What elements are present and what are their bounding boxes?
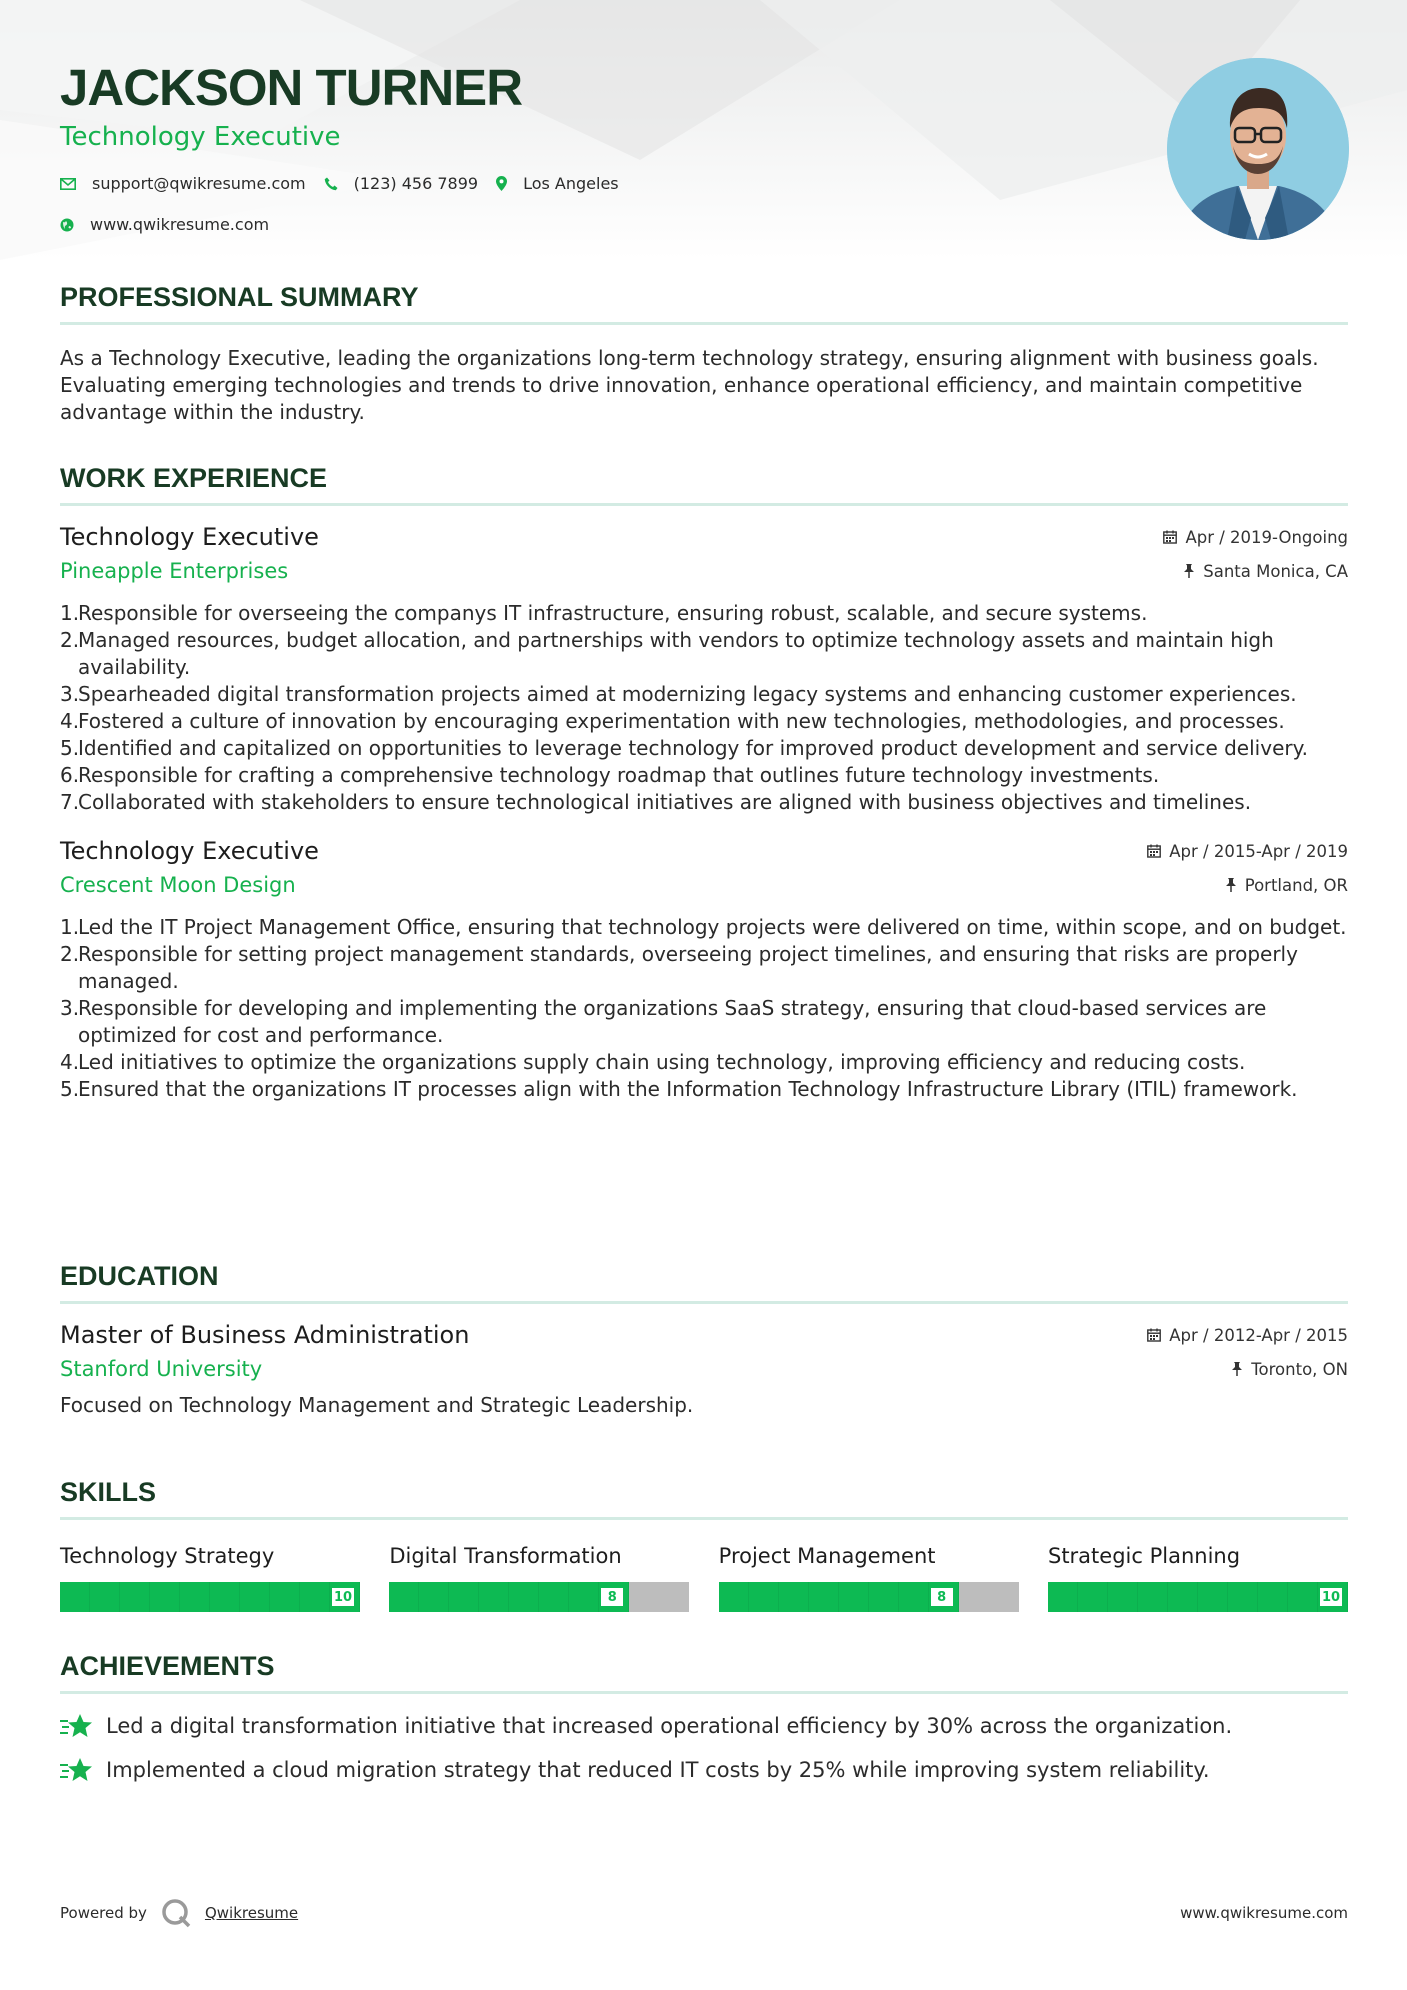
education-section <box>60 1259 1348 1419</box>
skill-bar-fill <box>389 1582 629 1612</box>
skill-bar-segment <box>479 1582 509 1612</box>
skill-bar-segment <box>899 1582 929 1612</box>
contact-phone[interactable] <box>324 174 478 193</box>
skill-bar-segment <box>389 1582 419 1612</box>
skill-bar-segment <box>180 1582 210 1612</box>
section-divider <box>60 1517 1348 1520</box>
pin-icon <box>1231 1362 1243 1376</box>
job-title: Technology Executive <box>60 523 319 551</box>
education-heading: EDUCATION <box>60 1261 219 1291</box>
list-item: 7. Collaborated with stakeholders to ensure technological initiatives are aligned with business objectives and timelines. <box>60 790 1252 814</box>
skill-level-badge: 10 <box>1318 1586 1344 1608</box>
achievements-heading: ACHIEVEMENTS <box>60 1651 275 1681</box>
brand-link[interactable]: Qwikresume <box>204 1904 299 1922</box>
skill-bar-segment <box>150 1582 180 1612</box>
summary-section <box>60 280 1348 426</box>
skill-item <box>60 1542 360 1612</box>
skill-bar <box>60 1582 360 1612</box>
summary-heading: PROFESSIONAL SUMMARY <box>60 282 419 312</box>
contact-location <box>496 174 619 193</box>
star-icon <box>60 1713 92 1739</box>
phone-text: (123) 456 7899 <box>353 174 479 193</box>
contact-row <box>60 174 1160 193</box>
mail-icon <box>60 178 76 190</box>
achievements-section <box>60 1649 1348 1784</box>
achievement-text: Implemented a cloud migration strategy that reduced IT costs by 25% while improving system reliability. <box>106 1758 1210 1782</box>
skill-bar-segment <box>1258 1582 1288 1612</box>
skill-bar-segment <box>1138 1582 1168 1612</box>
skill-level-badge: 8 <box>599 1586 625 1608</box>
skill-bar <box>389 1582 689 1612</box>
skill-bar-segment <box>1288 1582 1318 1612</box>
skill-bar-segment <box>419 1582 449 1612</box>
candidate-name: JACKSON TURNER <box>60 59 523 116</box>
candidate-title: Technology Executive <box>60 122 341 152</box>
website-text: www.qwikresume.com <box>90 215 270 234</box>
skill-bar-segment <box>809 1582 839 1612</box>
summary-text: As a Technology Executive, leading the organizations long-term technology strategy, ensuring alignment with business goals. Evaluating emerging technologies and trends to drive innovation, enhance operational efficiency, and maintain competitive advantage within the industry. <box>60 346 1319 424</box>
skill-bar-fill <box>60 1582 360 1612</box>
skill-name: Project Management <box>718 1544 936 1568</box>
skill-item <box>1048 1542 1348 1612</box>
job-location <box>1163 556 1348 586</box>
footer <box>60 1898 1348 1928</box>
powered-by <box>60 1898 298 1928</box>
job-bullets <box>60 600 1348 816</box>
list-item: 6. Responsible for crafting a comprehensive technology roadmap that outlines future technology investments. <box>60 763 1160 787</box>
experience-heading: WORK EXPERIENCE <box>60 463 328 493</box>
skill-bar-segment <box>569 1582 599 1612</box>
contact-website[interactable] <box>60 215 269 234</box>
section-divider <box>60 1301 1348 1304</box>
education-dates-text: Apr / 2012-Apr / 2015 <box>1169 1325 1348 1345</box>
list-item: 2. Responsible for setting project management standards, overseeing project timelines, and ensuring that risks are properly managed. <box>60 942 1298 993</box>
job-meta <box>1163 522 1348 586</box>
skill-bar-segment <box>1228 1582 1258 1612</box>
star-icon <box>60 1757 92 1783</box>
job-entry <box>60 836 1348 1103</box>
job-dates-text: Apr / 2019-Ongoing <box>1185 527 1348 547</box>
skill-bar <box>719 1582 1019 1612</box>
job-bullets <box>60 914 1348 1103</box>
list-item: 2. Managed resources, budget allocation, and partnerships with vendors to optimize technology assets and maintain high availability. <box>60 628 1274 679</box>
education-entry <box>60 1320 1348 1419</box>
job-meta <box>1147 836 1348 900</box>
skill-bar-segment <box>869 1582 899 1612</box>
skill-bar-segment <box>779 1582 809 1612</box>
map-pin-icon <box>496 176 507 191</box>
skill-bar-segment <box>539 1582 569 1612</box>
profile-photo <box>1167 58 1349 240</box>
job-entry <box>60 522 1348 816</box>
list-item: 3. Spearheaded digital transformation projects aimed at modernizing legacy systems and enhancing customer experiences. <box>60 682 1297 706</box>
job-company: Pineapple Enterprises <box>60 559 289 583</box>
skill-level-badge: 8 <box>929 1586 955 1608</box>
skill-name: Strategic Planning <box>1047 1544 1241 1568</box>
skill-item <box>719 1542 1019 1612</box>
skill-level-badge: 10 <box>330 1586 356 1608</box>
job-location-text: Santa Monica, CA <box>1203 561 1348 581</box>
job-dates-text: Apr / 2015-Apr / 2019 <box>1169 841 1348 861</box>
contact-row-2 <box>60 215 1160 234</box>
phone-icon <box>324 177 338 191</box>
education-location <box>1147 1354 1348 1384</box>
skill-bar-segment <box>839 1582 869 1612</box>
powered-by-label: Powered by <box>60 1904 147 1922</box>
skill-bar-segment <box>1108 1582 1138 1612</box>
degree: Master of Business Administration <box>60 1321 470 1349</box>
job-company: Crescent Moon Design <box>60 873 296 897</box>
skill-bar-segment <box>1048 1582 1078 1612</box>
skills-heading: SKILLS <box>60 1477 157 1507</box>
skill-name: Technology Strategy <box>60 1544 275 1568</box>
skill-name: Digital Transformation <box>389 1544 622 1568</box>
section-divider <box>60 322 1348 325</box>
job-title: Technology Executive <box>60 837 319 865</box>
education-description: Focused on Technology Management and Strategic Leadership. <box>60 1393 694 1417</box>
skill-bar-segment <box>90 1582 120 1612</box>
job-dates <box>1163 522 1348 552</box>
education-dates <box>1147 1320 1348 1350</box>
skill-bar <box>1048 1582 1348 1612</box>
resume-header <box>60 58 1160 234</box>
job-dates <box>1147 836 1348 866</box>
footer-website[interactable]: www.qwikresume.com <box>1180 1904 1348 1922</box>
skill-bar-segment <box>240 1582 270 1612</box>
skill-bar-segment <box>1078 1582 1108 1612</box>
skill-bar-segment <box>1168 1582 1198 1612</box>
section-divider <box>60 503 1348 506</box>
list-item: 5. Ensured that the organizations IT processes align with the Information Technology Infrastructure Library (ITIL) framework. <box>60 1077 1298 1101</box>
skill-bar-segment <box>719 1582 749 1612</box>
pin-icon <box>1225 878 1237 892</box>
skill-bar-segment <box>449 1582 479 1612</box>
skills-section <box>60 1475 1348 1612</box>
skill-bar-segment <box>120 1582 150 1612</box>
achievement-item <box>60 1756 1348 1784</box>
qwikresume-logo-icon <box>161 1898 191 1928</box>
job-location <box>1147 870 1348 900</box>
list-item: 1. Responsible for overseeing the companys IT infrastructure, ensuring robust, scalable, and secure systems. <box>60 601 1148 625</box>
skill-bar-fill <box>719 1582 959 1612</box>
achievement-text: Led a digital transformation initiative that increased operational efficiency by 30% across the organization. <box>106 1714 1233 1738</box>
avatar <box>1167 58 1349 240</box>
email-text: support@qwikresume.com <box>92 174 306 193</box>
skills-list <box>60 1542 1348 1612</box>
education-location-text: Toronto, ON <box>1251 1359 1348 1379</box>
list-item: 4. Led initiatives to optimize the organizations supply chain using technology, improving efficiency and reducing costs. <box>60 1050 1246 1074</box>
location-text: Los Angeles <box>523 174 619 193</box>
skill-bar-segment <box>210 1582 240 1612</box>
experience-section <box>60 461 1348 1103</box>
list-item: 3. Responsible for developing and implementing the organizations SaaS strategy, ensuring that cloud-based services are optimized for cost and performance. <box>60 996 1267 1047</box>
school: Stanford University <box>60 1357 263 1381</box>
calendar-icon <box>1163 530 1177 544</box>
list-item: 4. Fostered a culture of innovation by encouraging experimentation with new technologies, methodologies, and processes. <box>60 709 1285 733</box>
skill-item <box>389 1542 689 1612</box>
contact-email[interactable] <box>60 174 306 193</box>
education-meta <box>1147 1320 1348 1384</box>
section-divider <box>60 1691 1348 1694</box>
achievement-item <box>60 1712 1348 1740</box>
calendar-icon <box>1147 1328 1161 1342</box>
skill-bar-segment <box>60 1582 90 1612</box>
list-item: 5. Identified and capitalized on opportunities to leverage technology for improved product development and service delivery. <box>60 736 1308 760</box>
skill-bar-fill <box>1048 1582 1348 1612</box>
list-item: 1. Led the IT Project Management Office, ensuring that technology projects were delivered on time, within scope, and on budget. <box>60 915 1347 939</box>
skill-bar-segment <box>1198 1582 1228 1612</box>
job-location-text: Portland, OR <box>1244 875 1348 895</box>
globe-icon <box>60 218 74 232</box>
pin-icon <box>1183 564 1195 578</box>
skill-bar-segment <box>509 1582 539 1612</box>
skill-bar-segment <box>270 1582 300 1612</box>
skill-bar-segment <box>300 1582 330 1612</box>
skill-bar-segment <box>749 1582 779 1612</box>
calendar-icon <box>1147 844 1161 858</box>
